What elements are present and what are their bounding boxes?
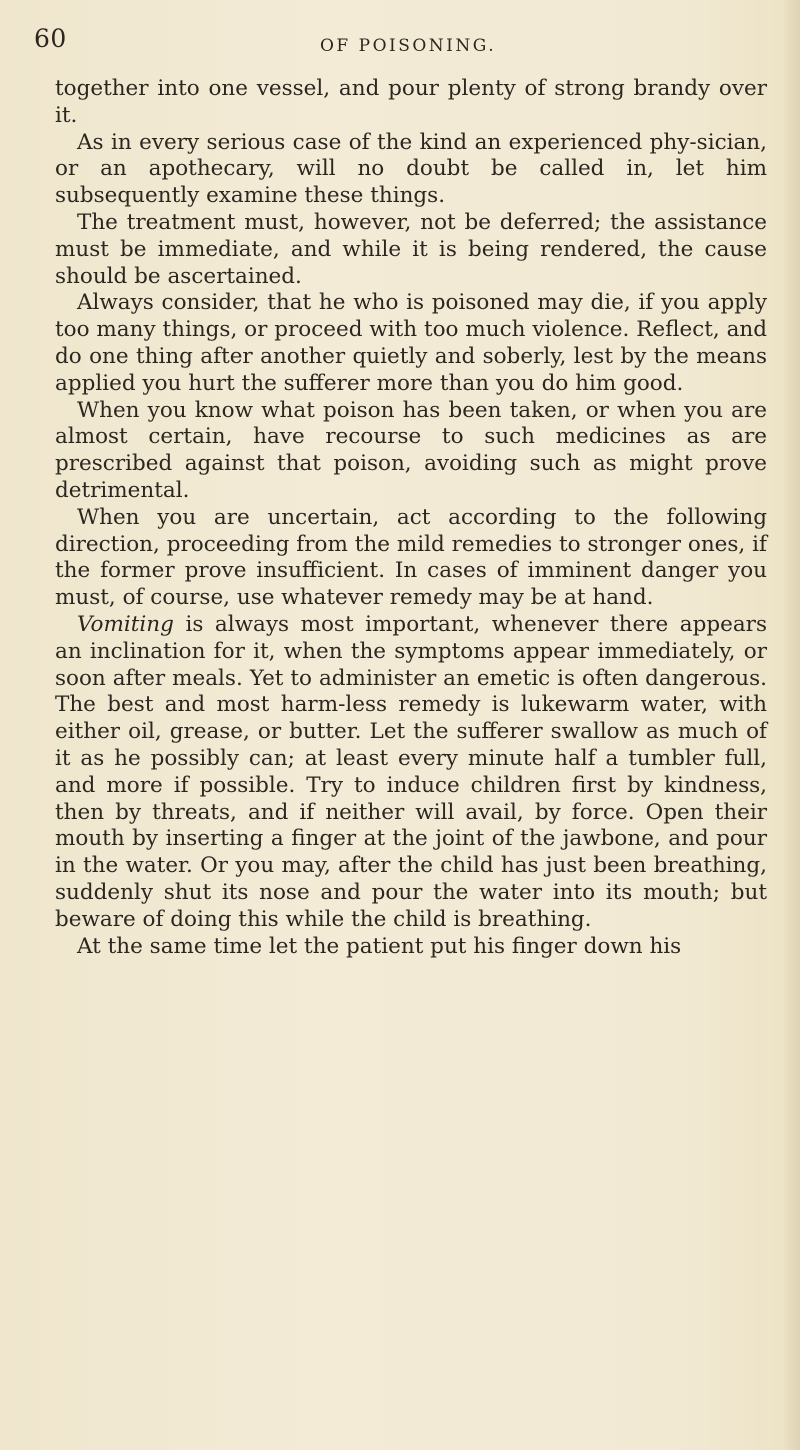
- emphasis-vomiting: Vomiting: [77, 611, 174, 637]
- body-text: [55, 76, 767, 960]
- running-title: OF POISONING.: [320, 36, 497, 56]
- paragraph-2: As in every serious case of the kind an experienced phy-sician, or an apothecary, will no doubt be called in, let him subsequently examine these things.: [55, 129, 767, 209]
- paragraph-4: Always consider, that he who is poisoned may die, if you apply too many things, or proceed with too much violence. Reflect, and do one thing after another quietly and soberly, lest by the means applied you hurt the sufferer more than you do him good.: [55, 290, 767, 396]
- page-number: 60: [34, 24, 67, 53]
- paragraph-3: The treatment must, however, not be deferred; the assistance must be immediate, and while it is being rendered, the cause should be ascertained.: [55, 209, 767, 289]
- paragraph-7: [55, 612, 767, 934]
- paragraph-5: When you know what poison has been taken, or when you are almost certain, have recourse to such medicines as are prescribed against that poison, avoiding such as might prove detrimental.: [55, 397, 767, 503]
- paragraph-6: When you are uncertain, act according to the following direction, proceeding from the mild remedies to stronger ones, if the former prove insufficient. In cases of imminent danger you must, of course, use whatever remedy may be at hand.: [55, 504, 767, 611]
- paragraph-8: At the same time let the patient put his finger down his: [77, 933, 682, 959]
- paragraph-7-text: is always most important, whenever there appears an inclination for it, when the symptoms appear immediately, or soon after meals. Yet to administer an emetic is often dangerous. The best and most harm-less remedy is lukewarm water, with either oil, grease, or butter. Let the sufferer swallow as much of it as he possibly can; at least every minute half a tumbler full, and more if possible. Try to induce children first by kindness, then by threats, and if neither will avail, by force. Open their mouth by inserting a finger at the joint of the jawbone, and pour in the water. Or you may, after the child has just been breathing, suddenly shut its nose and pour the water into its mouth; but beware of doing this while the child is breathing.: [55, 611, 767, 932]
- paragraph-1: together into one vessel, and pour plenty of strong brandy over it.: [55, 76, 767, 128]
- page-edge-shadow: [782, 0, 800, 1450]
